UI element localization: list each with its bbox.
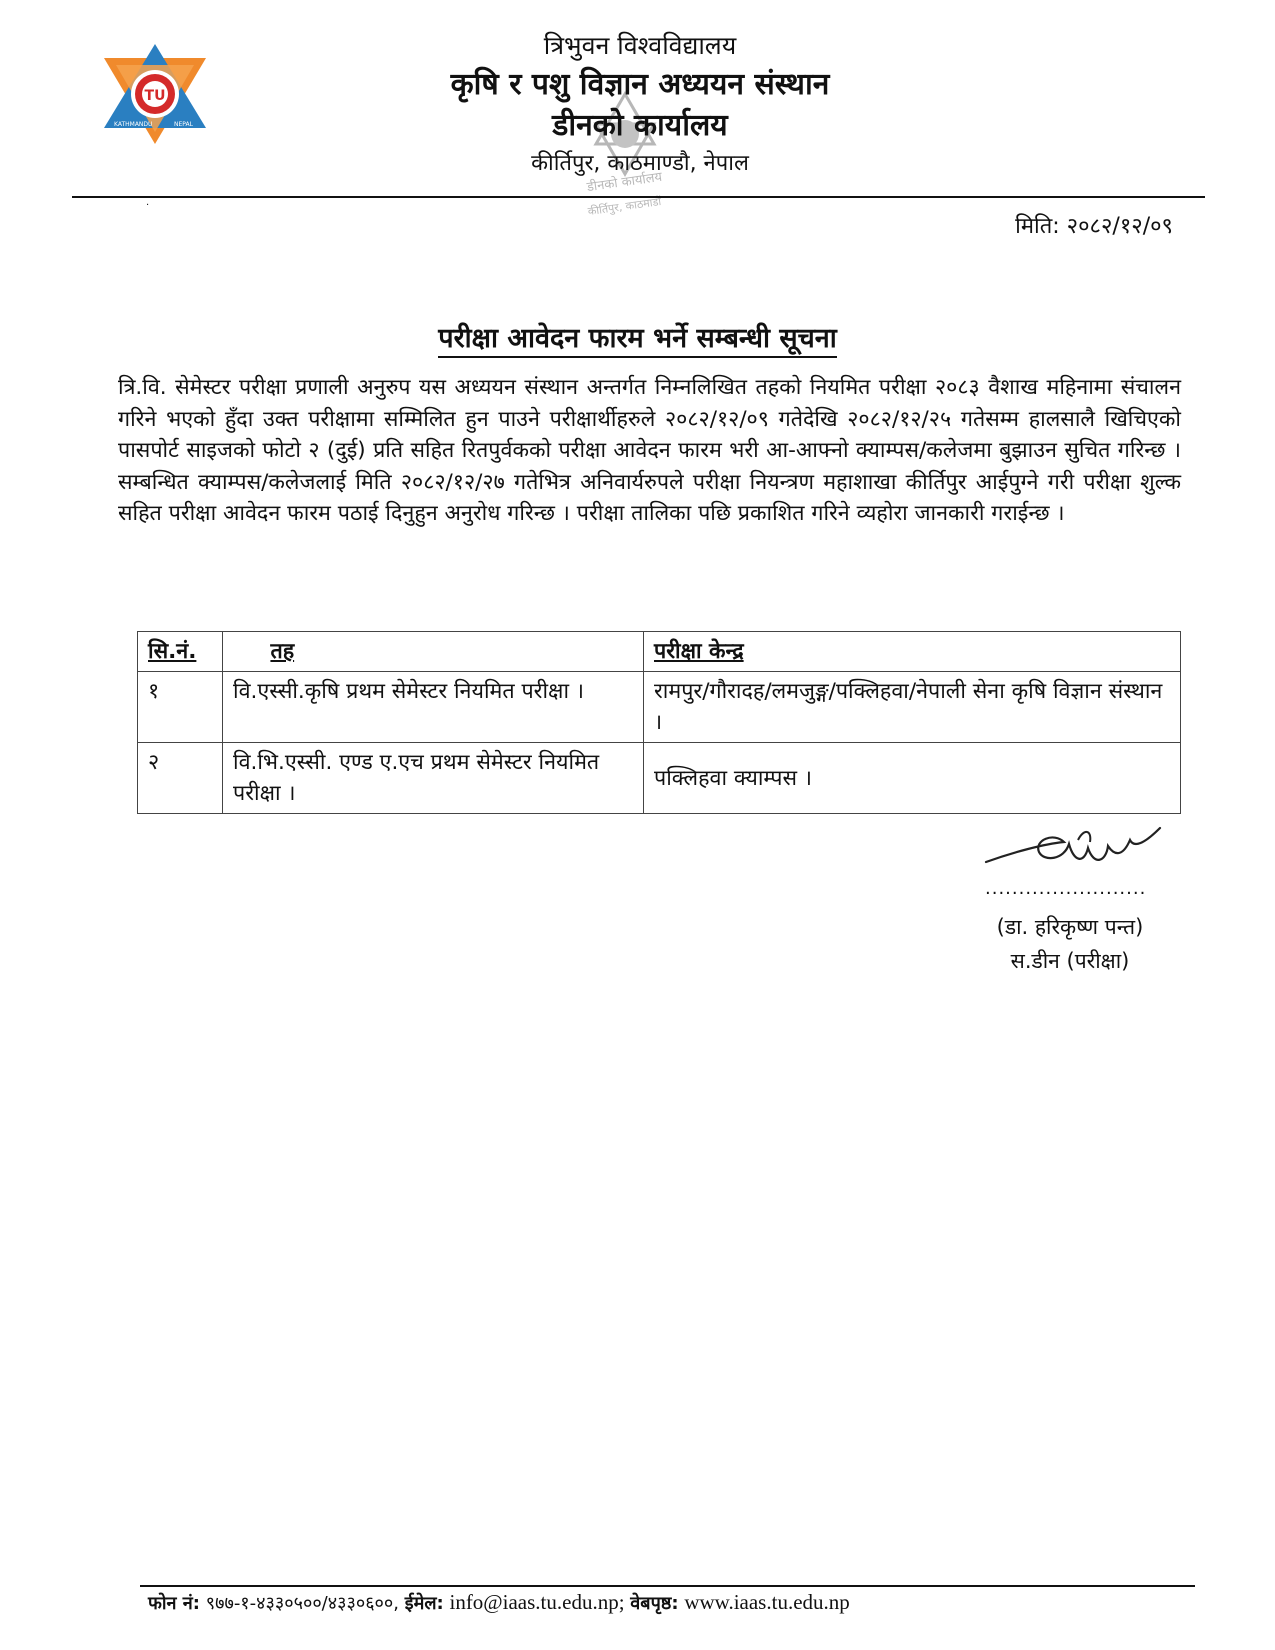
logo-text-right: NEPAL xyxy=(174,121,193,128)
website-label: वेबपृष्ठ: xyxy=(630,1593,679,1614)
table-header-row xyxy=(138,632,1181,672)
signature-line: ........................ xyxy=(985,878,1147,899)
exam-center-table xyxy=(137,631,1181,814)
notice-body: त्रि.वि. सेमेस्टर परीक्षा प्रणाली अनुरुप यस अध्ययन संस्थान अन्तर्गत निम्नलिखित तहको नियमित परीक्षा २०८३ वैशाख महिनामा संचालन गरिने भएको हुँदा उक्त परीक्षामा सम्मिलित हुन पाउने परीक्षार्थीहरुले २०८२/१२/०९ गतेदेखि २०८२/१२/२५ गतेसम्म हालसालै खिचिएको पासपोर्ट साइजको फोटो २ (दुई) प्रति सहित रितपुर्वकको परीक्षा आवेदन फारम भरी आ-आफ्नो क्याम्पस/कलेजमा बुझाउन सुचित गरिन्छ । सम्बन्धित क्याम्पस/कलेजलाई मिति २०८२/१२/२७ गतेभित्र अनिवार्यरुपले परीक्षा नियन्त्रण महाशाखा कीर्तिपुर आईपुग्ने गरी परीक्षा शुल्क सहित परीक्षा आवेदन फारम पठाई दिनुहुन अनुरोध गरिन्छ । परीक्षा तालिका पछि प्रकाशित गरिने व्यहोरा जानकारी गराईन्छ । xyxy=(118,375,1181,527)
email-address[interactable]: info@iaas.tu.edu.np; xyxy=(449,1590,625,1614)
svg-text:कीर्तिपुर, काठमाडौं: कीर्तिपुर, काठमाडौं xyxy=(586,194,663,219)
svg-text:डीनको कार्यालय: डीनको कार्यालय xyxy=(586,169,664,196)
table-row xyxy=(138,672,1181,743)
table-row xyxy=(138,743,1181,814)
row-center: रामपुर/गौरादह/लमजुङ्ग/पक्लिहवा/नेपाली सेना कृषि विज्ञान संस्थान । xyxy=(644,672,1181,743)
signatory-name: (डा. हरिकृष्ण पन्त) xyxy=(996,915,1144,939)
notice-title-text: परीक्षा आवेदन फारम भर्ने सम्बन्धी सूचना xyxy=(438,323,837,358)
website-url[interactable]: www.iaas.tu.edu.np xyxy=(684,1590,850,1614)
letterhead xyxy=(340,24,940,182)
notice-date: मिति: २०८२/१२/०९ xyxy=(1015,214,1173,239)
row-level: वि.एस्सी.कृषि प्रथम सेमेस्टर नियमित परीक्षा । xyxy=(223,672,644,743)
phone-number: ९७७-१-४३३०५००/४३३०६००, xyxy=(205,1593,399,1614)
office-address: कीर्तिपुर, काठमाण्डौ, नेपाल xyxy=(531,151,749,176)
office-name: डीनको कार्यालय xyxy=(552,108,728,143)
signatory xyxy=(975,910,1165,978)
university-name: त्रिभुवन विश्वविद्यालय xyxy=(543,31,737,60)
row-sn: १ xyxy=(138,672,223,743)
email-label: ईमेल: xyxy=(404,1593,444,1614)
notice-title xyxy=(0,318,1275,355)
header-sn: सि.नं. xyxy=(138,632,223,672)
header-divider xyxy=(72,196,1205,198)
contact-footer xyxy=(148,1590,850,1615)
scan-mark: · xyxy=(146,200,150,211)
row-level: वि.भि.एस्सी. एण्ड ए.एच प्रथम सेमेस्टर नियमित परीक्षा । xyxy=(223,743,644,814)
row-center: पक्लिहवा क्याम्पस । xyxy=(644,743,1181,814)
header-level: तह xyxy=(223,632,644,672)
signatory-designation: स.डीन (परीक्षा) xyxy=(1010,949,1130,973)
svg-text:TU: TU xyxy=(144,88,166,104)
logo-text-left: KATHMANDU xyxy=(114,121,153,128)
phone-label: फोन नं: xyxy=(148,1593,200,1614)
institute-name: कृषि र पशु विज्ञान अध्ययन संस्थान xyxy=(450,67,830,102)
header-center: परीक्षा केन्द्र xyxy=(644,632,1181,672)
university-logo-icon xyxy=(100,40,210,150)
footer-divider xyxy=(140,1585,1195,1587)
row-sn: २ xyxy=(138,743,223,814)
